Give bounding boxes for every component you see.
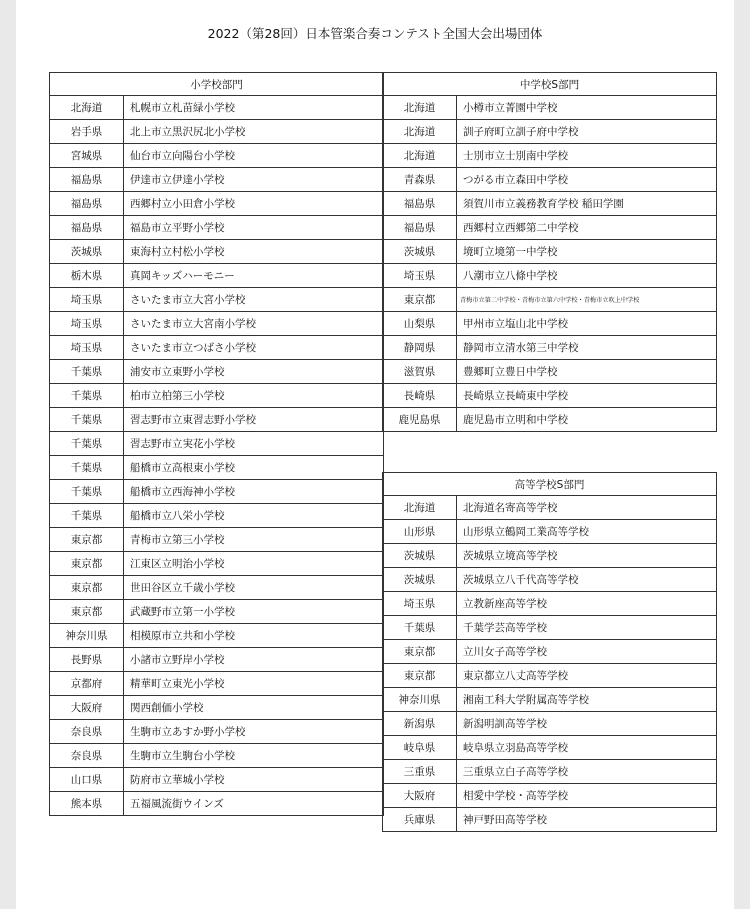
table-header-row — [383, 473, 717, 496]
school-name-cell: 習志野市立東習志野小学校 — [124, 408, 384, 432]
prefecture-cell: 福島県 — [50, 192, 124, 216]
table-row — [50, 408, 384, 432]
prefecture-cell: 北海道 — [383, 496, 457, 520]
document-page — [16, 0, 734, 909]
prefecture-cell: 長野県 — [50, 648, 124, 672]
table-row — [383, 736, 717, 760]
table-row — [383, 808, 717, 832]
table-row — [50, 216, 384, 240]
table-row — [50, 696, 384, 720]
school-name-cell: 岐阜県立羽島高等学校 — [457, 736, 717, 760]
table-row — [383, 240, 717, 264]
school-name-cell: 船橋市立高根東小学校 — [124, 456, 384, 480]
table-row — [50, 192, 384, 216]
table-row — [50, 432, 384, 456]
table-row — [50, 360, 384, 384]
prefecture-cell: 三重県 — [383, 760, 457, 784]
table-row — [383, 96, 717, 120]
table-row — [383, 568, 717, 592]
table-row — [383, 712, 717, 736]
table-row — [383, 640, 717, 664]
prefecture-cell: 千葉県 — [50, 432, 124, 456]
table-row — [50, 720, 384, 744]
junior-high-s-table — [382, 72, 717, 432]
prefecture-cell: 埼玉県 — [50, 336, 124, 360]
school-name-cell: 福島市立平野小学校 — [124, 216, 384, 240]
prefecture-cell: 北海道 — [383, 96, 457, 120]
table-header-row — [50, 73, 384, 96]
school-name-cell: 豊郷町立豊日中学校 — [457, 360, 717, 384]
prefecture-cell: 栃木県 — [50, 264, 124, 288]
school-name-cell: 八潮市立八條中学校 — [457, 264, 717, 288]
table-row — [383, 216, 717, 240]
section-header: 中学校S部門 — [383, 73, 717, 96]
prefecture-cell: 東京都 — [50, 576, 124, 600]
table-row — [50, 264, 384, 288]
table-row — [383, 288, 717, 312]
table-row — [50, 600, 384, 624]
table-row — [383, 784, 717, 808]
school-name-cell: 関西創価小学校 — [124, 696, 384, 720]
school-name-cell: 神戸野田高等学校 — [457, 808, 717, 832]
school-name-cell: 仙台市立向陽台小学校 — [124, 144, 384, 168]
prefecture-cell: 奈良県 — [50, 720, 124, 744]
table-row — [50, 120, 384, 144]
prefecture-cell: 千葉県 — [50, 360, 124, 384]
prefecture-cell: 神奈川県 — [383, 688, 457, 712]
school-name-cell: 東京都立八丈高等学校 — [457, 664, 717, 688]
prefecture-cell: 千葉県 — [50, 480, 124, 504]
page-title: 2022（第28回）日本管楽合奏コンテスト全国大会出場団体 — [207, 26, 543, 41]
school-name-cell: 士別市立士別南中学校 — [457, 144, 717, 168]
table-row — [50, 576, 384, 600]
table-row — [383, 688, 717, 712]
prefecture-cell: 奈良県 — [50, 744, 124, 768]
elementary-table — [49, 72, 384, 816]
prefecture-cell: 岩手県 — [50, 120, 124, 144]
table-row — [383, 120, 717, 144]
table-row — [50, 480, 384, 504]
prefecture-cell: 茨城県 — [50, 240, 124, 264]
prefecture-cell: 埼玉県 — [50, 288, 124, 312]
school-name-cell: 茨城県立八千代高等学校 — [457, 568, 717, 592]
school-name-cell: 船橋市立西海神小学校 — [124, 480, 384, 504]
school-name-cell: 山形県立鶴岡工業高等学校 — [457, 520, 717, 544]
table-row — [383, 544, 717, 568]
school-name-cell: 湘南工科大学附属高等学校 — [457, 688, 717, 712]
prefecture-cell: 新潟県 — [383, 712, 457, 736]
school-name-cell: つがる市立森田中学校 — [457, 168, 717, 192]
table-row — [383, 616, 717, 640]
table-row — [383, 760, 717, 784]
table-row — [50, 504, 384, 528]
school-name-cell: 防府市立華城小学校 — [124, 768, 384, 792]
prefecture-cell: 北海道 — [383, 144, 457, 168]
school-name-cell: 江東区立明治小学校 — [124, 552, 384, 576]
prefecture-cell: 熊本県 — [50, 792, 124, 816]
prefecture-cell: 千葉県 — [383, 616, 457, 640]
school-name-cell: 千葉学芸高等学校 — [457, 616, 717, 640]
school-name-cell: 相愛中学校・高等学校 — [457, 784, 717, 808]
school-name-cell: 生駒市立あすか野小学校 — [124, 720, 384, 744]
prefecture-cell: 神奈川県 — [50, 624, 124, 648]
prefecture-cell: 福島県 — [383, 216, 457, 240]
prefecture-cell: 茨城県 — [383, 544, 457, 568]
school-name-cell: さいたま市立大宮南小学校 — [124, 312, 384, 336]
school-name-cell: 西郷村立西郷第二中学校 — [457, 216, 717, 240]
prefecture-cell: 山梨県 — [383, 312, 457, 336]
school-name-cell: 北上市立黒沢尻北小学校 — [124, 120, 384, 144]
prefecture-cell: 東京都 — [383, 288, 457, 312]
prefecture-cell: 福島県 — [50, 216, 124, 240]
school-name-cell: 三重県立白子高等学校 — [457, 760, 717, 784]
prefecture-cell: 埼玉県 — [383, 592, 457, 616]
prefecture-cell: 山形県 — [383, 520, 457, 544]
school-name-cell: 柏市立柏第三小学校 — [124, 384, 384, 408]
table-row — [383, 664, 717, 688]
prefecture-cell: 東京都 — [50, 600, 124, 624]
prefecture-cell: 千葉県 — [50, 408, 124, 432]
school-name-cell: 五福風流街ウインズ — [124, 792, 384, 816]
table-row — [383, 264, 717, 288]
prefecture-cell: 大阪府 — [383, 784, 457, 808]
prefecture-cell: 千葉県 — [50, 384, 124, 408]
table-row — [50, 312, 384, 336]
school-name-cell: 長崎県立長崎東中学校 — [457, 384, 717, 408]
prefecture-cell: 北海道 — [383, 120, 457, 144]
prefecture-cell: 福島県 — [50, 168, 124, 192]
table-row — [383, 384, 717, 408]
table-row — [383, 336, 717, 360]
table-row — [383, 312, 717, 336]
prefecture-cell: 山口県 — [50, 768, 124, 792]
prefecture-cell: 静岡県 — [383, 336, 457, 360]
table-row — [50, 456, 384, 480]
prefecture-cell: 埼玉県 — [50, 312, 124, 336]
table-row — [50, 336, 384, 360]
prefecture-cell: 鹿児島県 — [383, 408, 457, 432]
school-name-cell: 世田谷区立千歳小学校 — [124, 576, 384, 600]
school-name-cell: 小樽市立菁園中学校 — [457, 96, 717, 120]
table-row — [383, 360, 717, 384]
school-name-cell: 立川女子高等学校 — [457, 640, 717, 664]
school-name-cell: 小諸市立野岸小学校 — [124, 648, 384, 672]
school-name-cell: 習志野市立実花小学校 — [124, 432, 384, 456]
school-name-cell: 訓子府町立訓子府中学校 — [457, 120, 717, 144]
table-row — [50, 672, 384, 696]
prefecture-cell: 東京都 — [383, 664, 457, 688]
prefecture-cell: 千葉県 — [50, 456, 124, 480]
table-row — [50, 624, 384, 648]
prefecture-cell: 埼玉県 — [383, 264, 457, 288]
table-row — [383, 168, 717, 192]
school-name-cell: 浦安市立東野小学校 — [124, 360, 384, 384]
school-name-cell: 須賀川市立義務教育学校 稲田学園 — [457, 192, 717, 216]
school-name-cell: 青梅市立第三小学校 — [124, 528, 384, 552]
table-row — [383, 592, 717, 616]
prefecture-cell: 東京都 — [383, 640, 457, 664]
prefecture-cell: 茨城県 — [383, 568, 457, 592]
school-name-cell: 船橋市立八栄小学校 — [124, 504, 384, 528]
school-name-cell: 青梅市立第二中学校・青梅市立第六中学校・青梅市立吹上中学校 — [457, 288, 717, 312]
prefecture-cell: 東京都 — [50, 552, 124, 576]
prefecture-cell: 茨城県 — [383, 240, 457, 264]
school-name-cell: 鹿児島市立明和中学校 — [457, 408, 717, 432]
section-header: 高等学校S部門 — [383, 473, 717, 496]
table-row — [383, 496, 717, 520]
school-name-cell: 静岡市立清水第三中学校 — [457, 336, 717, 360]
school-name-cell: 生駒市立生駒台小学校 — [124, 744, 384, 768]
table-row — [50, 792, 384, 816]
table-row — [50, 384, 384, 408]
school-name-cell: 西郷村立小田倉小学校 — [124, 192, 384, 216]
prefecture-cell: 兵庫県 — [383, 808, 457, 832]
school-name-cell: さいたま市立大宮小学校 — [124, 288, 384, 312]
prefecture-cell: 滋賀県 — [383, 360, 457, 384]
school-name-cell: 立教新座高等学校 — [457, 592, 717, 616]
table-row — [50, 240, 384, 264]
school-name-cell: 真岡キッズハーモニー — [124, 264, 384, 288]
table-row — [50, 144, 384, 168]
prefecture-cell: 京都府 — [50, 672, 124, 696]
table-row — [383, 192, 717, 216]
prefecture-cell: 千葉県 — [50, 504, 124, 528]
school-name-cell: 茨城県立境高等学校 — [457, 544, 717, 568]
prefecture-cell: 福島県 — [383, 192, 457, 216]
high-school-s-table — [382, 472, 717, 832]
section-header: 小学校部門 — [50, 73, 384, 96]
table-row — [50, 768, 384, 792]
prefecture-cell: 北海道 — [50, 96, 124, 120]
school-name-cell: 相模原市立共和小学校 — [124, 624, 384, 648]
prefecture-cell: 大阪府 — [50, 696, 124, 720]
school-name-cell: 境町立境第一中学校 — [457, 240, 717, 264]
school-name-cell: 精華町立東光小学校 — [124, 672, 384, 696]
prefecture-cell: 青森県 — [383, 168, 457, 192]
table-row — [50, 168, 384, 192]
table-header-row — [383, 73, 717, 96]
table-row — [50, 96, 384, 120]
school-name-cell: 北海道名寄高等学校 — [457, 496, 717, 520]
table-row — [383, 144, 717, 168]
table-row — [50, 528, 384, 552]
prefecture-cell: 長崎県 — [383, 384, 457, 408]
school-name-cell: 札幌市立札苗緑小学校 — [124, 96, 384, 120]
prefecture-cell: 東京都 — [50, 528, 124, 552]
table-row — [50, 648, 384, 672]
school-name-cell: 東海村立村松小学校 — [124, 240, 384, 264]
school-name-cell: 伊達市立伊達小学校 — [124, 168, 384, 192]
school-name-cell: 新潟明訓高等学校 — [457, 712, 717, 736]
school-name-cell: さいたま市立つばさ小学校 — [124, 336, 384, 360]
table-row — [50, 552, 384, 576]
table-row — [50, 288, 384, 312]
prefecture-cell: 岐阜県 — [383, 736, 457, 760]
table-row — [50, 744, 384, 768]
table-row — [383, 408, 717, 432]
prefecture-cell: 宮城県 — [50, 144, 124, 168]
school-name-cell: 武蔵野市立第一小学校 — [124, 600, 384, 624]
school-name-cell: 甲州市立塩山北中学校 — [457, 312, 717, 336]
table-row — [383, 520, 717, 544]
